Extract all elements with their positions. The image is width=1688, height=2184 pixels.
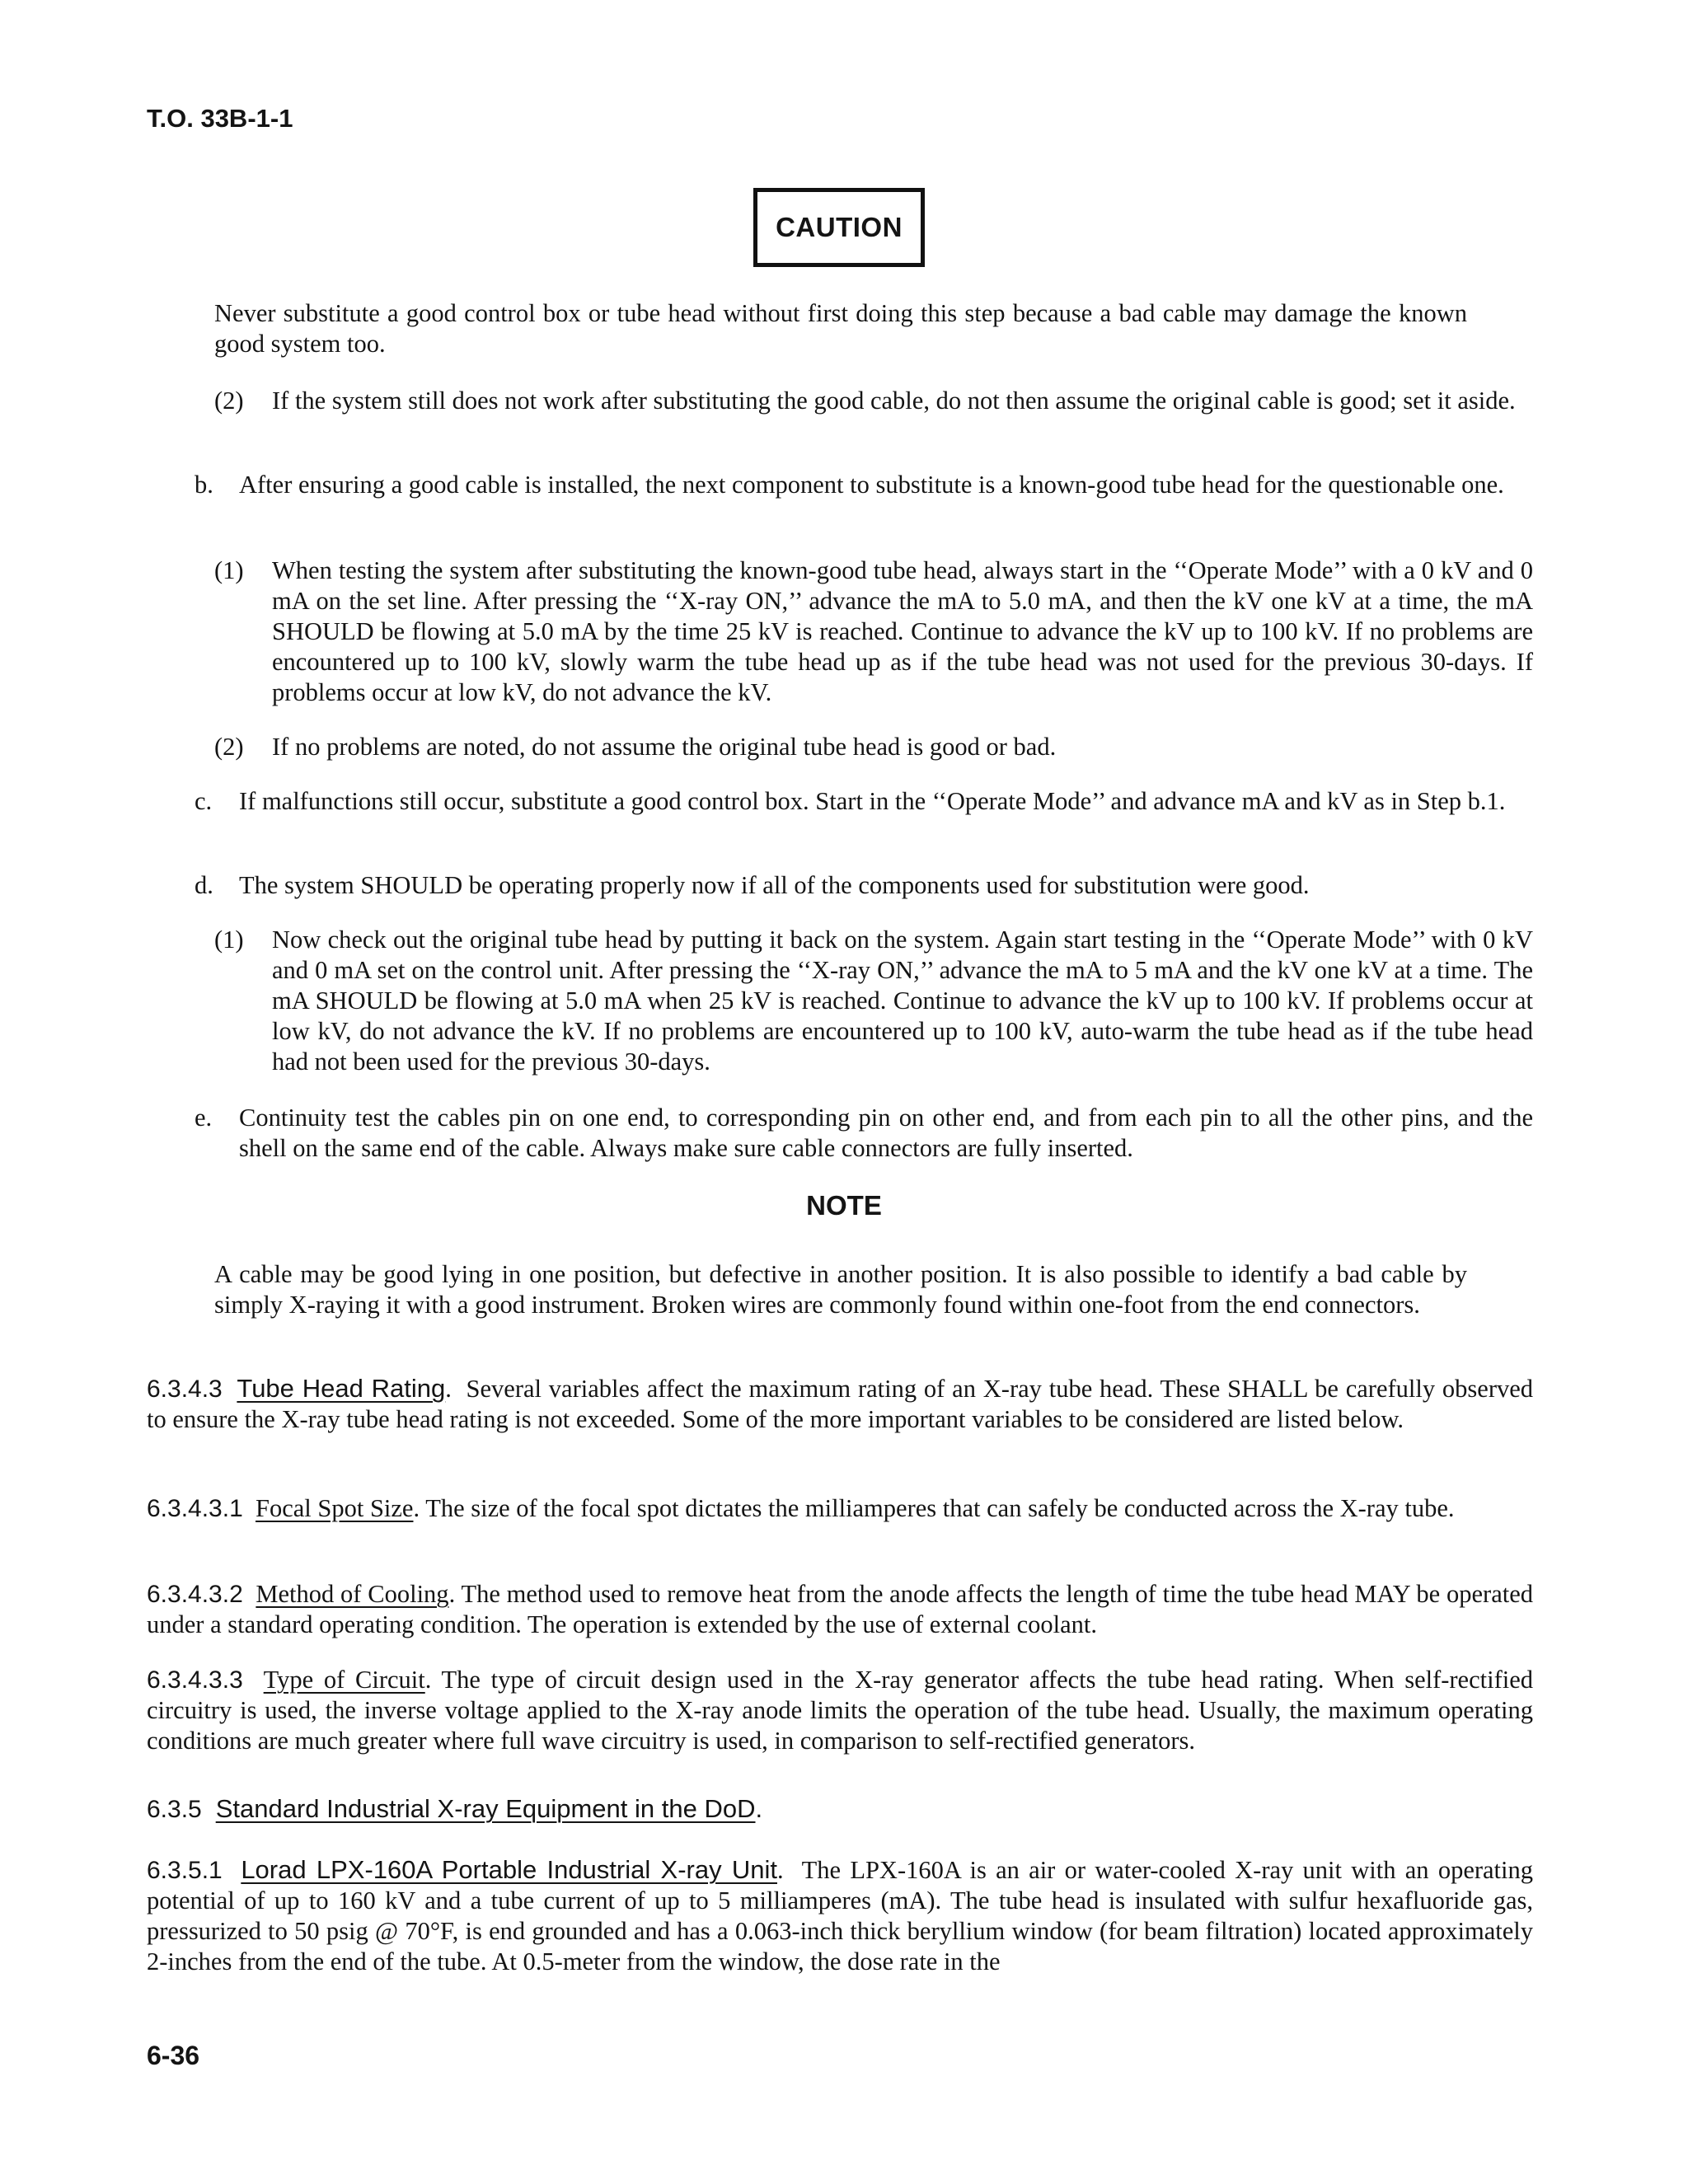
- section-6-3-4-3: 6.3.4.3 Tube Head Rating. Several variables affect the maximum rating of an X-ray tube head. These SHALL be carefully observed to ensure the X-ray tube head rating is not exceeded. Some of the more important variables to be considered are listed below.: [147, 1374, 1534, 1433]
- note-text: A cable may be good lying in one position, but defective in another position. It is also possible to identify a bad cable by simply X-raying it with a good instrument. Broken wires are commonly found within one-foot from the end connectors.: [214, 1260, 1467, 1319]
- step-text: Now check out the original tube head by putting it back on the system. Again start testing in the ‘‘Operate Mode’’ with 0 kV and 0 mA set on the control unit. After pressing the ‘‘X-ray ON,’’ advance the mA to 5 mA and the kV one kV at a time. The mA SHOULD be flowing at 5.0 mA when 25 kV is reached. Continue to advance the kV up to 100 kV. If problems occur at low kV, do not advance the kV. If no problems are encountered up to 100 kV, auto-warm the tube head as if the tube head had not been used for the previous 30-days.: [272, 926, 1533, 1076]
- section-6-3-4-3-2: 6.3.4.3.2 Method of Cooling. The method used to remove heat from the anode affects the length of time the tube head MAY be operated under a standard operating condition. The operation is extended by the use of external coolant.: [147, 1580, 1533, 1638]
- section-text: The method used to remove heat from the anode affects the length of time the tube head MAY be operated under a standard operating condition. The operation is extended by the use of external coolant.: [147, 1580, 1533, 1638]
- section-number: 6.3.4.3.3: [147, 1666, 243, 1694]
- caution-box: [753, 188, 925, 267]
- step-label: b.: [195, 471, 213, 499]
- step-label: (2): [214, 387, 244, 415]
- section-number: 6.3.4.3: [147, 1376, 223, 1403]
- section-6-3-5: 6.3.5 Standard Industrial X-ray Equipment in the DoD.: [147, 1794, 763, 1823]
- document-id: T.O. 33B-1-1: [147, 104, 293, 133]
- section-text: The type of circuit design used in the X-ray generator affects the tube head rating. When self-rectified circuitry is used, the inverse voltage applied to the X-ray anode limits the operation of the tube head. Usually, the maximum operating conditions are much greater where full wave circuitry is used, in comparison to self-rectified generators.: [147, 1666, 1533, 1755]
- step-label: (1): [214, 556, 244, 584]
- step-label: c.: [195, 787, 213, 815]
- step-text: If malfunctions still occur, substitute a good control box. Start in the ‘‘Operate Mode’’ and advance mA and kV as in Step b.1.: [239, 787, 1506, 815]
- section-number: 6.3.5: [147, 1796, 202, 1823]
- section-title: Lorad LPX-160A Portable Industrial X-ray Unit: [241, 1855, 777, 1884]
- note-label: NOTE: [806, 1190, 882, 1221]
- step-label: d.: [195, 871, 213, 899]
- caution-text: Never substitute a good control box or tube head without first doing this step because a bad cable may damage the known good system too.: [214, 299, 1467, 358]
- step-label: e.: [195, 1104, 213, 1132]
- section-title: Standard Industrial X-ray Equipment in the DoD: [215, 1794, 756, 1823]
- section-6-3-4-3-1: 6.3.4.3.1 Focal Spot Size. The size of the focal spot dictates the milliamperes that can safely be conducted across the X-ray tube.: [147, 1494, 1455, 1522]
- step-text: If the system still does not work after substituting the good cable, do not then assume the original cable is good; set it aside.: [272, 387, 1516, 415]
- page-number: 6-36: [147, 2041, 200, 2070]
- section-text: The size of the focal spot dictates the milliamperes that can safely be conducted across the X-ray tube.: [425, 1494, 1455, 1522]
- step-text: When testing the system after substituting the known-good tube head, always start in the ‘‘Operate Mode’’ with a 0 kV and 0 mA on the set line. After pressing the ‘‘X-ray ON,’’ advance the mA to 5.0 mA, and then the kV one kV at a time, the mA SHOULD be flowing at 5.0 mA by the time 25 kV is reached. Continue to advance the kV up to 100 kV. If no problems are encountered up to 100 kV, slowly warm the tube head up as if the tube head was not used for the previous 30-days. If problems occur at low kV, do not advance the kV.: [272, 556, 1533, 706]
- step-label: (1): [214, 926, 244, 954]
- step-text: If no problems are noted, do not assume the original tube head is good or bad.: [272, 733, 1057, 761]
- step-text: The system SHOULD be operating properly now if all of the components used for substitution were good.: [239, 871, 1310, 899]
- caution-label: CAUTION: [776, 212, 903, 242]
- section-6-3-5-1: 6.3.5.1 Lorad LPX-160A Portable Industrial X-ray Unit. The LPX-160A is an air or water-cooled X-ray unit with an operating potential of up to 160 kV and a tube current of up to 5 milliamperes (mA). The tube head is insulated with sulfur hexafluoride gas, pressurized to 50 psig @ 70°F, is end grounded and has a 0.063-inch thick beryllium window (for beam filtration) located approximately 2-inches from the end of the tube. At 0.5-meter from the window, the dose rate in the: [147, 1855, 1534, 1975]
- section-number: 6.3.4.3.2: [147, 1581, 243, 1608]
- section-title: Tube Head Rating: [237, 1374, 446, 1403]
- section-text: Several variables affect the maximum rating of an X-ray tube head. These SHALL be carefully observed to ensure the X-ray tube head rating is not exceeded. Some of the more important variables to be considered are listed below.: [147, 1375, 1534, 1433]
- section-text: The LPX-160A is an air or water-cooled X-ray unit with an operating potential of up to 160 kV and a tube current of up to 5 milliamperes (mA). The tube head is insulated with sulfur hexafluoride gas, pressurized to 50 psig @ 70°F, is end grounded and has a 0.063-inch thick beryllium window (for beam filtration) located approximately 2-inches from the end of the tube. At 0.5-meter from the window, the dose rate in the: [147, 1856, 1534, 1975]
- section-title: Method of Cooling: [256, 1580, 449, 1608]
- step-text: After ensuring a good cable is installed, the next component to substitute is a known-good tube head for the questionable one.: [239, 471, 1504, 499]
- step-text: Continuity test the cables pin on one end, to corresponding pin on other end, and from each pin to all the other pins, and the shell on the same end of the cable. Always make sure cable connectors are fully inserted.: [239, 1104, 1533, 1162]
- section-number: 6.3.5.1: [147, 1857, 223, 1884]
- section-number: 6.3.4.3.1: [147, 1495, 243, 1522]
- section-title: Focal Spot Size: [256, 1494, 414, 1522]
- section-6-3-4-3-3: 6.3.4.3.3 Type of Circuit. The type of circuit design used in the X-ray generator affects the tube head rating. When self-rectified circuitry is used, the inverse voltage applied to the X-ray anode limits the operation of the tube head. Usually, the maximum operating conditions are much greater where full wave circuitry is used, in comparison to self-rectified generators.: [147, 1666, 1533, 1755]
- section-title: Type of Circuit: [263, 1666, 425, 1694]
- step-label: (2): [214, 733, 244, 761]
